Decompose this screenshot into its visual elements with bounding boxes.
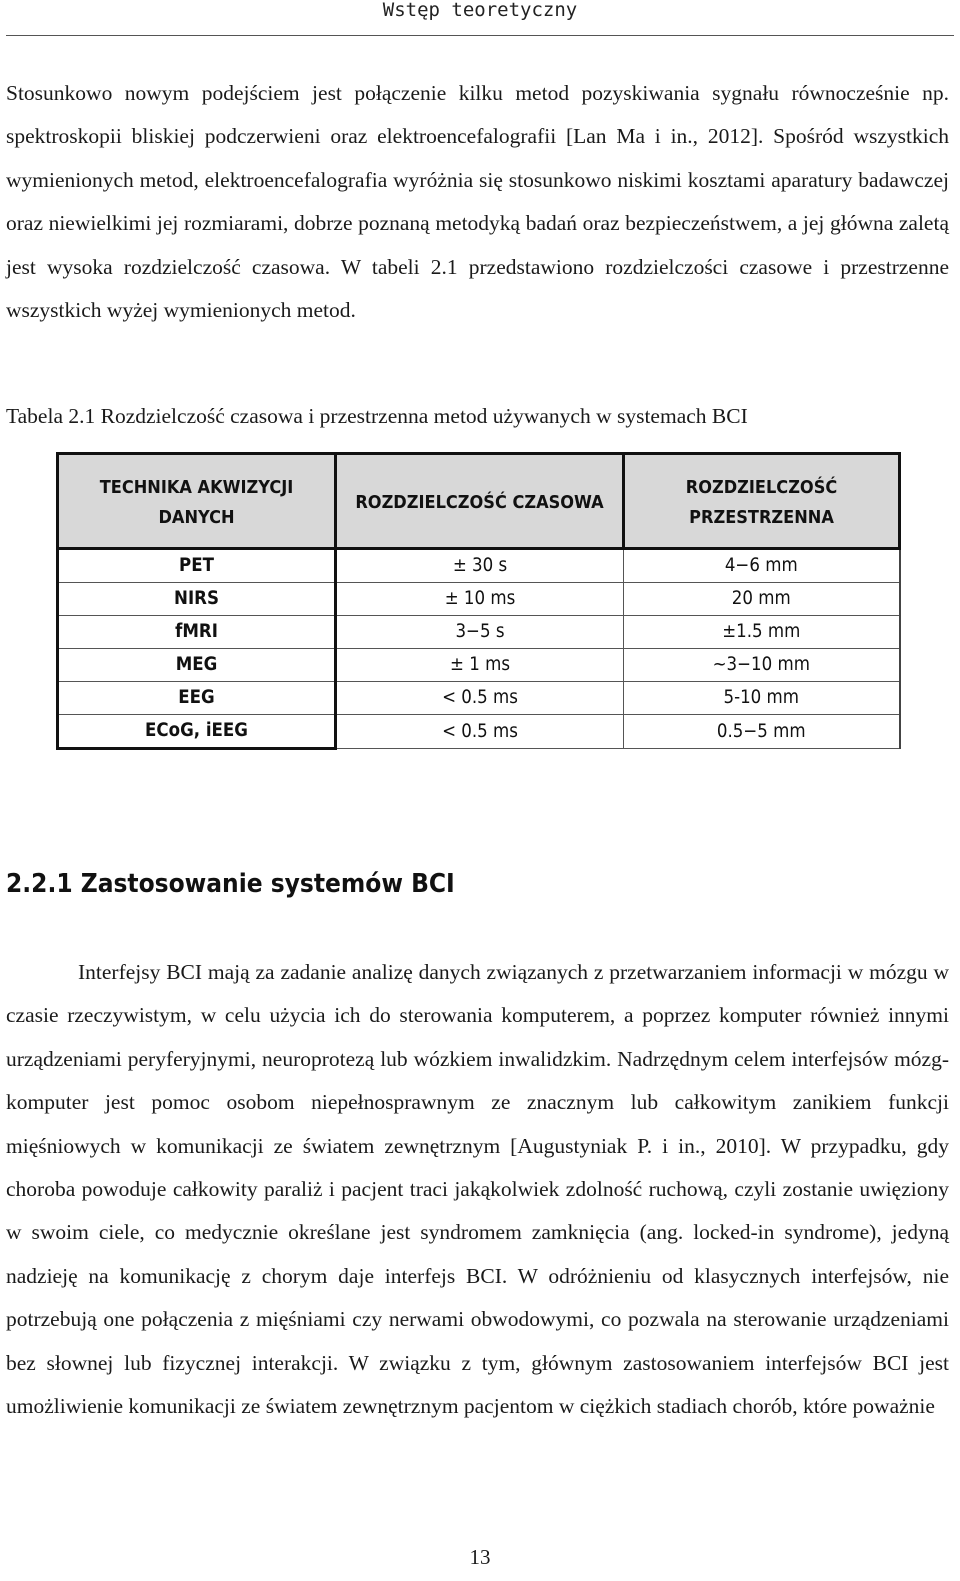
table-row <box>58 682 900 715</box>
spatial-cell: 0.5−5 mm <box>624 715 900 749</box>
header-rule <box>6 35 954 36</box>
technique-cell: fMRI <box>58 616 336 649</box>
technique-cell: ECoG, iEEG <box>58 715 336 749</box>
technique-cell: EEG <box>58 682 336 715</box>
temporal-cell: < 0.5 ms <box>336 715 624 749</box>
section-heading: 2.2.1 Zastosowanie systemów BCI <box>6 869 455 899</box>
table-row <box>58 616 900 649</box>
temporal-cell: 3−5 s <box>336 616 624 649</box>
spatial-cell: ~3−10 mm <box>624 649 900 682</box>
resolution-table <box>56 452 901 750</box>
temporal-cell: ± 10 ms <box>336 583 624 616</box>
technique-cell: PET <box>58 549 336 583</box>
temporal-cell: ± 30 s <box>336 549 624 583</box>
body-paragraph: Interfejsy BCI mają za zadanie analizę danych związanych z przetwarzaniem informacji w mózgu w czasie rzeczywistym, w celu użycia ich do sterowania komputerem, a poprzez komputer również innymi urządzeniami peryferyjnymi, neuroprotezą lub wózkiem inwalidzkim. Nadrzędnym celem interfejsów mózg-komputer jest pomoc osobom niepełnosprawnym ze znacznym lub całkowitym zanikiem funkcji mięśniowych w komunikacji ze światem zewnętrznym [Augustyniak P. i in., 2010]. W przypadku, gdy choroba powoduje całkowity paraliż i pacjent traci jakąkolwiek zdolność ruchową, czyli zostanie uwięziony w swoim ciele, co medycznie określane jest syndromem zamknięcia (ang. locked-in syndrome), jedyną nadzieję na komunikację z chorym daje interfejs BCI. W odróżnieniu od klasycznych interfejsów, nie potrzebują one połączenia z mięśniami czy nerwami obwodowymi, co pozwala na sterowanie urządzeniami bez słownej lub fizycznej interakcji. W związku z tym, głównym zastosowaniem interfejsów BCI jest umożliwienie komunikacji ze światem zewnętrznym pacjentom w ciężkich stadiach chorób, które poważnie <box>6 960 949 1419</box>
temporal-cell: ± 1 ms <box>336 649 624 682</box>
header-temporal-resolution: ROZDZIELCZOŚĆ CZASOWA <box>336 454 624 549</box>
table-row <box>58 715 900 749</box>
page-number: 13 <box>469 1545 491 1569</box>
table-header-row <box>58 454 900 549</box>
technique-cell: MEG <box>58 649 336 682</box>
header-spatial-resolution: ROZDZIELCZOŚĆ PRZESTRZENNA <box>624 454 900 549</box>
spatial-cell: 5-10 mm <box>624 682 900 715</box>
spatial-cell: ±1.5 mm <box>624 616 900 649</box>
header-technique: TECHNIKA AKWIZYCJI DANYCH <box>58 454 336 549</box>
temporal-cell: < 0.5 ms <box>336 682 624 715</box>
table-row <box>58 549 900 583</box>
technique-cell: NIRS <box>58 583 336 616</box>
table-row <box>58 583 900 616</box>
resolution-table-container <box>56 452 900 750</box>
spatial-cell: 20 mm <box>624 583 900 616</box>
intro-paragraph: Stosunkowo nowym podejściem jest połączenie kilku metod pozyskiwania sygnału równocześnie np. spektroskopii bliskiej podczerwieni oraz elektroencefalografii [Lan Ma i in., 2012]. Spośród wszystkich wymienionych metod, elektroencefalografia wyróżnia się stosunkowo niskimi kosztami aparatury badawczej oraz niewielkimi jej rozmiarami, dobrze poznaną metodyką badań oraz bezpieczeństwem, a jej główna zaletą jest wysoka rozdzielczość czasowa. W tabeli 2.1 przedstawiono rozdzielczości czasowe i przestrzenne wszystkich wyżej wymienionych metod. <box>6 81 949 323</box>
table-caption: Tabela 2.1 Rozdzielczość czasowa i przestrzenna metod używanych w systemach BCI <box>6 404 748 428</box>
running-header: Wstęp teoretyczny <box>382 0 578 21</box>
spatial-cell: 4−6 mm <box>624 549 900 583</box>
table-row <box>58 649 900 682</box>
